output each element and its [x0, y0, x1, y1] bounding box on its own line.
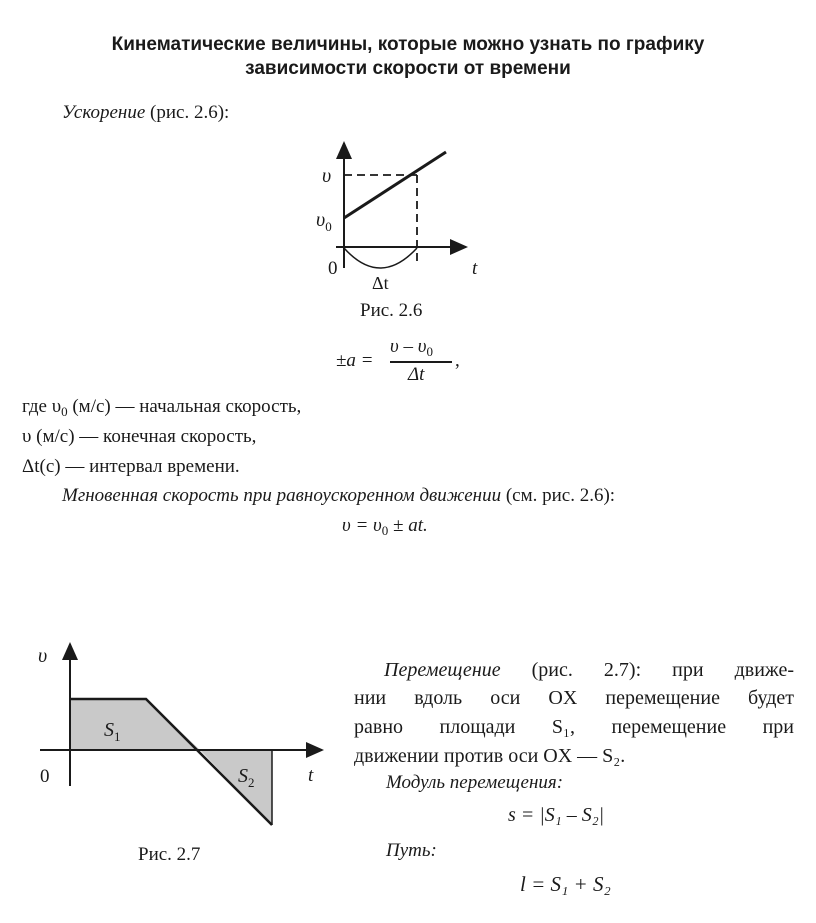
dt-brace [344, 248, 417, 268]
t-label: t [472, 258, 478, 279]
figure-2-6 [300, 138, 490, 298]
acceleration-ref: (рис. 2.6): [145, 102, 230, 123]
instant-velocity-heading [62, 484, 615, 508]
instant-velocity-ref: (см. рис. 2.6): [501, 485, 616, 506]
def-time-interval: Δt(c) — интервал времени. [22, 456, 240, 477]
v-label-2: υ [38, 645, 48, 667]
v0-label: $\upsilon_0$ [316, 209, 332, 234]
displacement-line-1: Перемещение (рис. 2.7): при движе- [384, 659, 794, 681]
s2-label: $S_2$ [238, 765, 255, 790]
modulus-label: Модуль перемещения: [386, 772, 564, 793]
formula-lhs: ±a = [336, 350, 374, 371]
formula-comma: , [455, 350, 460, 371]
formula-denominator: Δt [408, 364, 425, 385]
acceleration-formula [334, 336, 464, 386]
page-subtitle: зависимости скорости от времени [245, 58, 571, 79]
acceleration-term: Ускорение [62, 102, 146, 123]
modulus-formula: s = |S₁ – S₂| [508, 804, 605, 826]
page-title: Кинематические величины, которые можно узнать по графику [111, 34, 705, 55]
path-label: Путь: [386, 840, 437, 861]
velocity-line [344, 152, 446, 218]
area-s1 [70, 699, 200, 750]
origin-label-2: 0 [40, 766, 50, 787]
dt-label: Δt [372, 273, 389, 293]
v-label: υ [322, 165, 332, 187]
s1-label: $S_1$ [104, 719, 121, 744]
def-initial-velocity: где $\upsilon_0$ (м/с) — начальная скорость, [22, 396, 302, 419]
fig26-caption: Рис. 2.6 [360, 300, 423, 321]
t-label-2: t [308, 765, 314, 786]
displacement-line-2: нии вдоль оси OX перемещение будет [354, 687, 794, 709]
path-formula: l = S₁ + S₂ [520, 872, 611, 896]
displacement-line-3: равно площади S₁, перемещение при [354, 716, 794, 738]
fig27-caption: Рис. 2.7 [138, 844, 201, 865]
velocity-formula: $\upsilon = \upsilon_0$ ± at. [342, 515, 428, 538]
fraction-bar [390, 361, 452, 363]
def-final-velocity: υ (м/с) — конечная скорость, [22, 426, 257, 447]
instant-velocity-term: Мгновенная скорость при равноускоренном движении [62, 485, 502, 506]
formula-numerator: υ – $\upsilon_0$ [390, 336, 433, 359]
displacement-line-4: движении против оси OX — S₂. [354, 745, 626, 767]
figure-2-7 [20, 636, 340, 836]
origin-label: 0 [328, 258, 338, 279]
acceleration-heading [62, 101, 229, 125]
